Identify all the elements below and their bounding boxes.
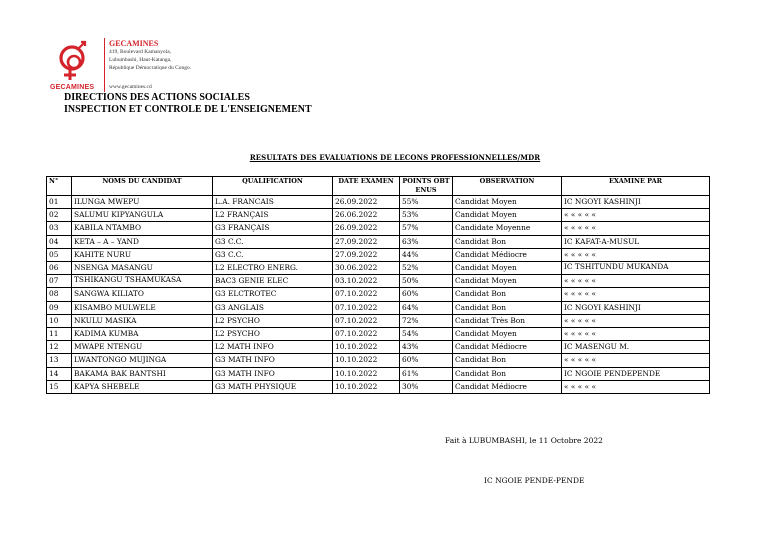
exam-date-cell: 07.10.2022 (333, 314, 400, 327)
row-number-cell: 14 (47, 367, 72, 380)
row-number-cell: 12 (47, 341, 72, 354)
document-title: RESULTATS DES EVALUATIONS DE LECONS PROFESSIONNELLES/MDR (249, 153, 541, 162)
qualification-cell: L.A. FRANCAIS (213, 196, 333, 209)
row-number-cell: 10 (47, 314, 72, 327)
column-header: N° (47, 177, 72, 196)
table-row (47, 341, 710, 354)
examined-by-cell: « « « « « (562, 328, 710, 341)
qualification-cell: L2 MATH INFO (213, 341, 333, 354)
observation-cell: Candidat Très Bon (453, 314, 562, 327)
direction-line: DIRECTIONS DES ACTIONS SOCIALES (64, 92, 250, 103)
examined-by-cell: « « « « « (562, 380, 710, 393)
column-header: EXAMINE PAR (562, 177, 710, 196)
examined-by-cell: « « « « « (562, 275, 710, 288)
exam-date-cell: 27.09.2022 (333, 248, 400, 261)
candidate-name-cell: KADIMA KUMBA (72, 328, 213, 341)
row-number-cell: 03 (47, 222, 72, 235)
exam-date-cell: 03.10.2022 (333, 275, 400, 288)
candidate-name-cell: TSHIKANGU TSHAMUKASA (72, 275, 213, 288)
exam-date-cell: 27.09.2022 (333, 235, 400, 248)
row-number-cell: 04 (47, 235, 72, 248)
examined-by-cell: « « « « « (562, 354, 710, 367)
candidate-name-cell: KETA – A – YAND (72, 235, 213, 248)
candidate-name-cell: BAKAMA BAK BANTSHI (72, 367, 213, 380)
table-header-row (47, 177, 710, 196)
table-row (47, 328, 710, 341)
observation-cell: Candidate Moyenne (453, 222, 562, 235)
points-obtained-cell: 60% (400, 288, 453, 301)
exam-date-cell: 30.06.2022 (333, 262, 400, 275)
row-number-cell: 13 (47, 354, 72, 367)
signatory-name: IC NGOIE PENDE-PENDE (484, 476, 585, 485)
qualification-cell: G3 C.C. (213, 248, 333, 261)
table-row (47, 275, 710, 288)
table-row (47, 222, 710, 235)
qualification-cell: L2 PSYCHO (213, 328, 333, 341)
examined-by-cell: IC NGOYI KASHINJI (562, 301, 710, 314)
table-row (47, 196, 710, 209)
row-number-cell: 15 (47, 380, 72, 393)
exam-date-cell: 07.10.2022 (333, 288, 400, 301)
observation-cell: Candidat Moyen (453, 196, 562, 209)
row-number-cell: 11 (47, 328, 72, 341)
exam-date-cell: 26.09.2022 (333, 196, 400, 209)
row-number-cell: 07 (47, 275, 72, 288)
points-obtained-cell: 53% (400, 209, 453, 222)
observation-cell: Candidat Bon (453, 288, 562, 301)
table-row (47, 248, 710, 261)
row-number-cell: 08 (47, 288, 72, 301)
observation-cell: Candidat Moyen (453, 262, 562, 275)
row-number-cell: 06 (47, 262, 72, 275)
exam-date-cell: 07.10.2022 (333, 301, 400, 314)
column-header (333, 177, 400, 196)
exam-date-cell: 10.10.2022 (333, 380, 400, 393)
qualification-cell: G3 MATH INFO (213, 367, 333, 380)
examined-by-cell: « « « « « (562, 209, 710, 222)
examined-by-cell: « « « « « (562, 314, 710, 327)
points-obtained-cell: 50% (400, 275, 453, 288)
points-obtained-cell: 63% (400, 235, 453, 248)
examined-by-cell: « « « « « (562, 222, 710, 235)
examined-by-cell: IC KAFAT-A-MUSUL (562, 235, 710, 248)
examined-by-cell: « « « « « (562, 248, 710, 261)
table-row (47, 209, 710, 222)
column-header-text: POINTS OBTENUS (402, 177, 450, 194)
qualification-cell: L2 ELECTRO ENERG. (213, 262, 333, 275)
column-header (400, 177, 453, 196)
exam-date-cell: 26.09.2022 (333, 222, 400, 235)
row-number-cell: 01 (47, 196, 72, 209)
examined-by-cell: « « « « « (562, 288, 710, 301)
points-obtained-cell: 64% (400, 301, 453, 314)
candidate-name-cell: NKULU MASIKA (72, 314, 213, 327)
points-obtained-cell: 57% (400, 222, 453, 235)
examined-by-cell: IC MASENGU M. (562, 341, 710, 354)
observation-cell: Candidat Médiocre (453, 248, 562, 261)
candidate-name-cell: KABILA NTAMBO (72, 222, 213, 235)
points-obtained-cell: 52% (400, 262, 453, 275)
table-row (47, 301, 710, 314)
exam-date-cell: 07.10.2022 (333, 328, 400, 341)
row-number-cell: 05 (47, 248, 72, 261)
points-obtained-cell: 43% (400, 341, 453, 354)
table-row (47, 380, 710, 393)
direction-line: INSPECTION ET CONTROLE DE L'ENSEIGNEMENT (64, 104, 312, 115)
candidate-name-cell: ILUNGA MWEPU (72, 196, 213, 209)
points-obtained-cell: 61% (400, 367, 453, 380)
observation-cell: Candidat Moyen (453, 275, 562, 288)
candidate-name-cell: LWANTONGO MUJINGA (72, 354, 213, 367)
column-header-text: DATE EXAMEN (338, 177, 394, 185)
qualification-cell: L2 FRANÇAIS (213, 209, 333, 222)
points-obtained-cell: 55% (400, 196, 453, 209)
column-header: OBSERVATION (453, 177, 562, 196)
address-line: 419, Boulevard Kamanyola, (109, 49, 172, 55)
candidate-name-cell: MWAPE NTENGU (72, 341, 213, 354)
header-divider (104, 38, 105, 92)
observation-cell: Candidat Bon (453, 235, 562, 248)
table-row (47, 288, 710, 301)
table-row (47, 314, 710, 327)
direction-heading (64, 92, 312, 116)
address-line: République Démocratique du Congo. (109, 65, 192, 71)
observation-cell: Candidat Bon (453, 354, 562, 367)
exam-date-cell: 26.06.2022 (333, 209, 400, 222)
points-obtained-cell: 30% (400, 380, 453, 393)
observation-cell: Candidat Bon (453, 301, 562, 314)
table-row (47, 235, 710, 248)
candidate-name-cell: SALUMU KIPYANGULA (72, 209, 213, 222)
points-obtained-cell: 72% (400, 314, 453, 327)
table-row (47, 262, 710, 275)
observation-cell: Candidat Médiocre (453, 380, 562, 393)
qualification-cell: BAC3 GENIE ELEC (213, 275, 333, 288)
results-table (46, 176, 710, 394)
column-header: NOMS DU CANDIDAT (72, 177, 213, 196)
qualification-cell: G3 ELCTROTEC (213, 288, 333, 301)
row-number-cell: 02 (47, 209, 72, 222)
candidate-name-cell: KISAMBO MULWELE (72, 301, 213, 314)
place-date: Fait à LUBUMBASHI, le 11 Octobre 2022 (445, 436, 603, 445)
column-header: QUALIFICATION (213, 177, 333, 196)
observation-cell: Candidat Bon (453, 367, 562, 380)
qualification-cell: G3 ANGLAIS (213, 301, 333, 314)
examined-by-cell: IC NGOIE PENDEPENDE (562, 367, 710, 380)
observation-cell: Candidat Moyen (453, 328, 562, 341)
observation-cell: Candidat Médiocre (453, 341, 562, 354)
exam-date-cell: 10.10.2022 (333, 354, 400, 367)
address-line: Lubumbashi, Haut-Katanga, (109, 57, 172, 63)
table-row (47, 367, 710, 380)
qualification-cell: G3 MATH INFO (213, 354, 333, 367)
points-obtained-cell: 60% (400, 354, 453, 367)
candidate-name-cell: KAPYA SHEBELE (72, 380, 213, 393)
candidate-name-cell: NSENGA MASANGU (72, 262, 213, 275)
company-website: www.gecamines.cd (109, 84, 152, 90)
company-block (109, 39, 191, 90)
examined-by-cell: IC NGOYI KASHINJI (562, 196, 710, 209)
points-obtained-cell: 44% (400, 248, 453, 261)
qualification-cell: G3 MATH PHYSIQUE (213, 380, 333, 393)
qualification-cell: L2 PSYCHO (213, 314, 333, 327)
exam-date-cell: 10.10.2022 (333, 341, 400, 354)
table-row (47, 354, 710, 367)
points-obtained-cell: 54% (400, 328, 453, 341)
qualification-cell: G3 FRANÇAIS (213, 222, 333, 235)
company-name: GECAMINES (109, 39, 159, 48)
qualification-cell: G3 C.C. (213, 235, 333, 248)
row-number-cell: 09 (47, 301, 72, 314)
exam-date-cell: 10.10.2022 (333, 367, 400, 380)
candidate-name-cell: SANGWA KILIATO (72, 288, 213, 301)
candidate-name-cell: KAHITE NURU (72, 248, 213, 261)
logo-wordmark: GECAMINES (50, 84, 95, 91)
observation-cell: Candidat Moyen (453, 209, 562, 222)
examined-by-cell: IC TSHITUNDU MUKANDA (562, 262, 710, 275)
